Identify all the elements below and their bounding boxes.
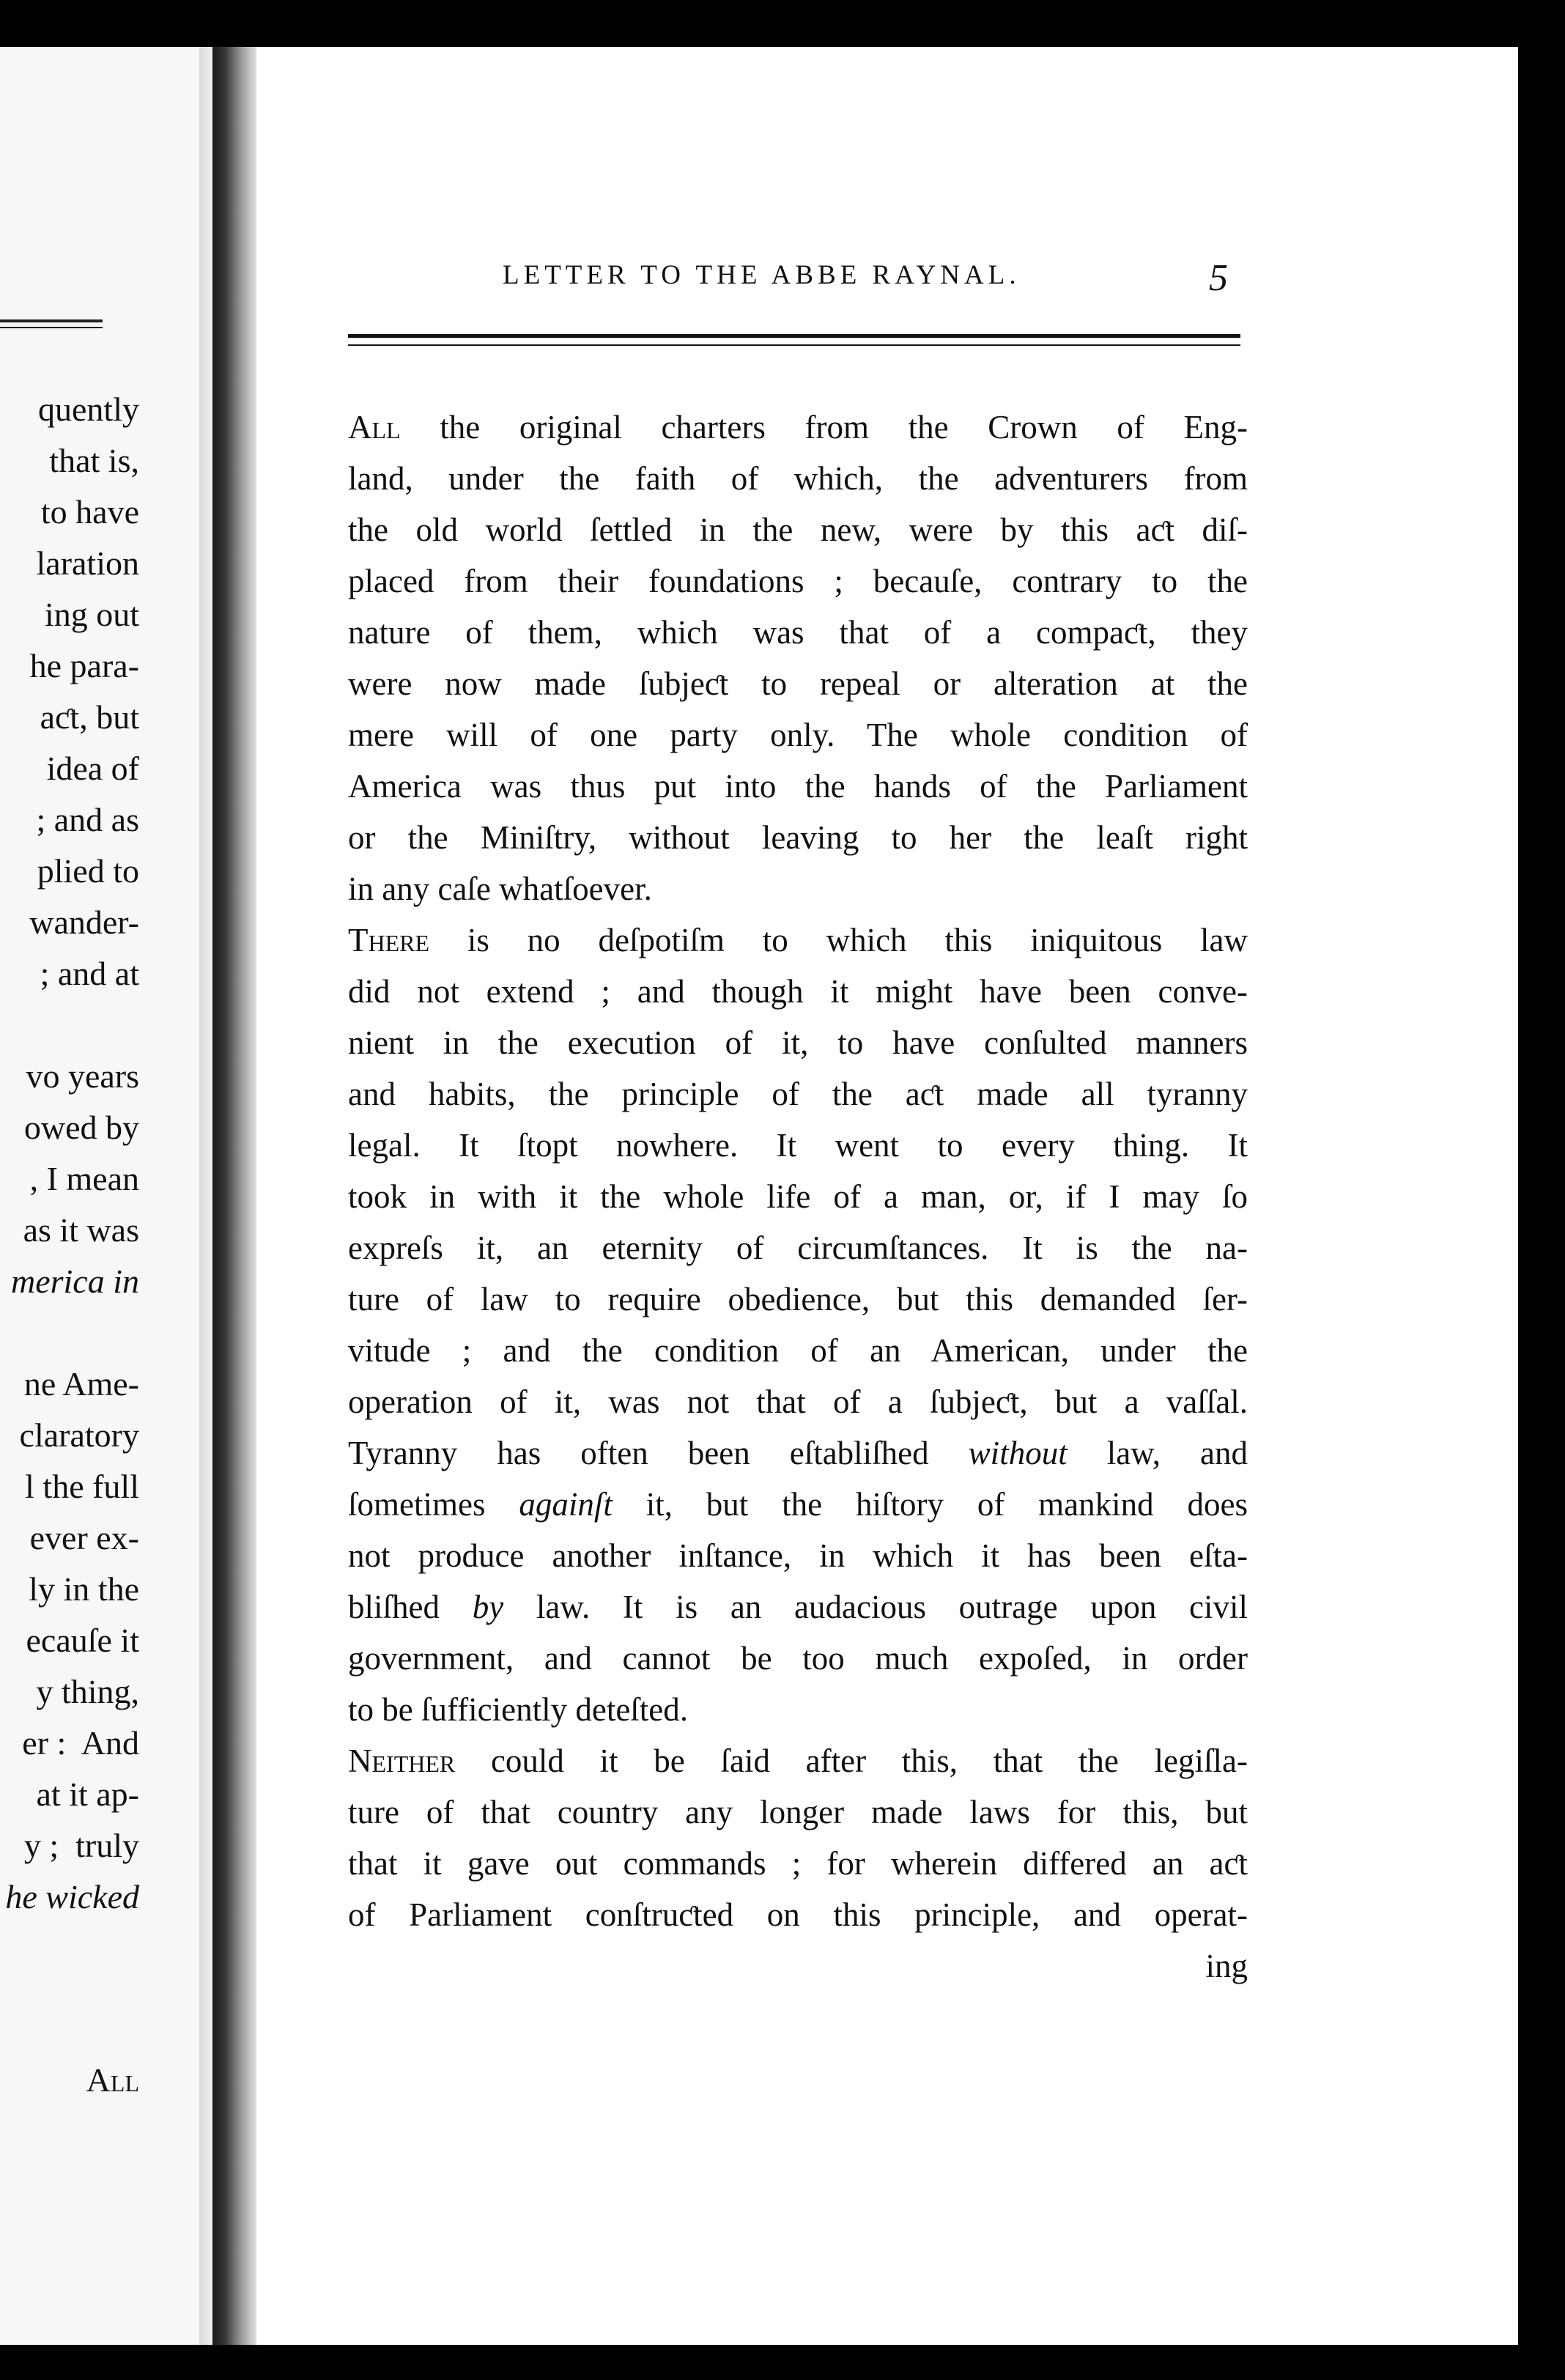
text-segment: the old world ſettled in the new, were by this aƈt diſ- [348, 511, 1248, 548]
left-page-line: , I mean [29, 1160, 139, 1197]
left-page-fold-shadow [199, 47, 212, 2345]
text-line [348, 1325, 1248, 1376]
text-line [348, 1786, 1248, 1838]
italic-emphasis: againſt [519, 1486, 613, 1523]
text-line [348, 1684, 1248, 1735]
text-segment: land, under the faith of which, the adventurers from [348, 460, 1248, 497]
text-line [348, 1581, 1248, 1633]
text-segment: America was thus put into the hands of the Parliament [348, 768, 1248, 805]
left-page-line: as it was [23, 1211, 139, 1249]
text-segment: ſometimes [348, 1486, 519, 1523]
text-segment: to be ſufficiently deteſted. [348, 1691, 689, 1728]
scan-border-top [0, 0, 1565, 47]
text-segment: in any caſe whatſoever. [348, 871, 652, 907]
italic-emphasis: by [472, 1589, 504, 1625]
running-head: LETTER TO THE ABBE RAYNAL. [503, 260, 1021, 290]
text-line [348, 1838, 1248, 1889]
right-page [256, 47, 1518, 2345]
left-page-rule [0, 319, 103, 322]
text-segment: government, and cannot be too much expoſed, in order [348, 1640, 1248, 1677]
header-rule-thin [348, 344, 1240, 346]
text-line [348, 709, 1248, 761]
text-segment: vitude ; and the condition of an American, under the [348, 1332, 1248, 1369]
text-line [348, 1017, 1248, 1068]
left-page-line: merica in [10, 1263, 139, 1300]
text-segment: could it be ſaid after this, that the legiſla- [455, 1742, 1248, 1779]
left-page-rule-thin [0, 327, 103, 328]
left-page-line: idea of [46, 750, 139, 787]
catchword: ing [1205, 1948, 1248, 1984]
paragraph-opening-word: There [348, 922, 430, 958]
text-segment: and habits, the principle of the aƈt made all tyranny [348, 1076, 1248, 1112]
left-page-line: claratory [19, 1416, 139, 1454]
text-segment: it, but the hiſtory of mankind does [612, 1486, 1248, 1523]
text-line [348, 1530, 1248, 1581]
left-page-line: ; and as [36, 801, 139, 838]
text-line [348, 402, 1248, 453]
left-page-line: y ; truly [23, 1827, 139, 1864]
text-line [348, 1171, 1248, 1222]
text-line [348, 966, 1248, 1017]
left-page-line: he wicked [5, 1878, 139, 1915]
left-page-line: ever ex- [29, 1519, 139, 1556]
left-page-line [5, 999, 139, 1051]
text-segment: ture of law to require obedience, but this demanded ſer- [348, 1281, 1248, 1318]
left-page-line [5, 1307, 139, 1359]
left-page-line: ; and at [40, 955, 139, 992]
text-line [348, 607, 1248, 658]
left-page [0, 47, 212, 2345]
text-line [348, 658, 1248, 709]
text-segment: is no deſpotiſm to which this iniquitous law [429, 922, 1248, 958]
text-segment: that it gave out commands ; for wherein differed an aƈt [348, 1845, 1248, 1882]
text-segment: were now made ſubjeƈt to repeal or alteration at the [348, 665, 1248, 702]
text-line [348, 1427, 1248, 1479]
left-page-line: laration [36, 544, 139, 582]
text-segment: Tyranny has often been eſtabliſhed [348, 1435, 969, 1471]
text-line [348, 555, 1248, 607]
book-gutter [212, 47, 256, 2345]
text-line [348, 1735, 1248, 1786]
left-page-line: he para- [29, 647, 139, 684]
text-segment: not produce another inſtance, in which it has been eſta- [348, 1537, 1248, 1574]
text-segment: bliſhed [348, 1589, 473, 1625]
text-segment: the original charters from the Crown of Eng- [400, 409, 1248, 446]
left-page-line: ly in the [29, 1570, 139, 1608]
text-line [348, 453, 1248, 504]
text-segment: legal. It ſtopt nowhere. It went to every thing. It [348, 1127, 1248, 1164]
text-line [348, 1068, 1248, 1120]
left-page-line: plied to [37, 852, 139, 890]
text-segment: operation of it, was not that of a ſubjeƈt, but a vaſſal. [348, 1383, 1248, 1420]
left-page-line: ne Ame- [23, 1365, 139, 1402]
text-line [348, 761, 1248, 812]
text-line [348, 812, 1248, 863]
left-page-line: l the full [25, 1468, 139, 1505]
text-line [348, 863, 1248, 914]
left-page-line: ecauſe it [26, 1622, 139, 1659]
scan-border-right [1518, 0, 1565, 2380]
text-segment: or the Miniſtry, without leaving to her the leaſt right [348, 819, 1248, 856]
text-line [348, 504, 1248, 555]
body-text [348, 402, 1248, 1992]
text-segment: placed from their foundations ; becauſe, contrary to the [348, 563, 1248, 599]
italic-emphasis: without [968, 1435, 1068, 1471]
text-segment: ture of that country any longer made laws for this, but [348, 1794, 1248, 1830]
left-page-line: aƈt, but [40, 698, 139, 736]
text-segment: nient in the execution of it, to have conſulted manners [348, 1024, 1248, 1061]
text-segment: did not extend ; and though it might have been conve- [348, 973, 1248, 1010]
text-segment: of Parliament conſtruƈted on this principle, and operat- [348, 1896, 1248, 1933]
text-segment: law. It is an audacious outrage upon civil [503, 1589, 1248, 1625]
text-line [348, 1376, 1248, 1427]
left-page-line: to have [40, 493, 139, 531]
header-rule-thick [348, 334, 1240, 338]
page-number: 5 [1209, 257, 1228, 299]
text-segment: mere will of one party only. The whole condition of [348, 717, 1248, 753]
text-line [348, 1889, 1248, 1940]
scan-border-bottom [0, 2345, 1565, 2380]
left-page-line: quently [38, 391, 139, 428]
text-segment: nature of them, which was that of a compaƈt, they [348, 614, 1248, 651]
left-page-line: er : And [22, 1724, 139, 1762]
text-segment: took in with it the whole life of a man, or, if I may ſo [348, 1178, 1248, 1215]
text-line [348, 1274, 1248, 1325]
left-page-text [5, 384, 139, 1923]
left-page-line: at it ap- [36, 1775, 139, 1813]
text-line [348, 1222, 1248, 1274]
paragraph-opening-word: All [348, 409, 401, 446]
text-line [348, 1120, 1248, 1171]
paragraph-opening-word: Neither [348, 1742, 456, 1779]
left-page-line: y thing, [36, 1673, 139, 1710]
left-page-line: vo years [26, 1057, 139, 1095]
text-segment: expreſs it, an eternity of circumſtances. It is the na- [348, 1230, 1248, 1266]
text-segment: law, and [1067, 1435, 1248, 1471]
left-page-line: wander- [29, 903, 139, 941]
left-page-line: ing out [44, 596, 139, 633]
text-line [348, 1479, 1248, 1530]
text-line [348, 1633, 1248, 1684]
text-line [348, 914, 1248, 966]
left-page-line: owed by [23, 1109, 139, 1146]
left-page-catchword: All [86, 2061, 139, 2099]
left-page-line: that is, [49, 442, 139, 479]
